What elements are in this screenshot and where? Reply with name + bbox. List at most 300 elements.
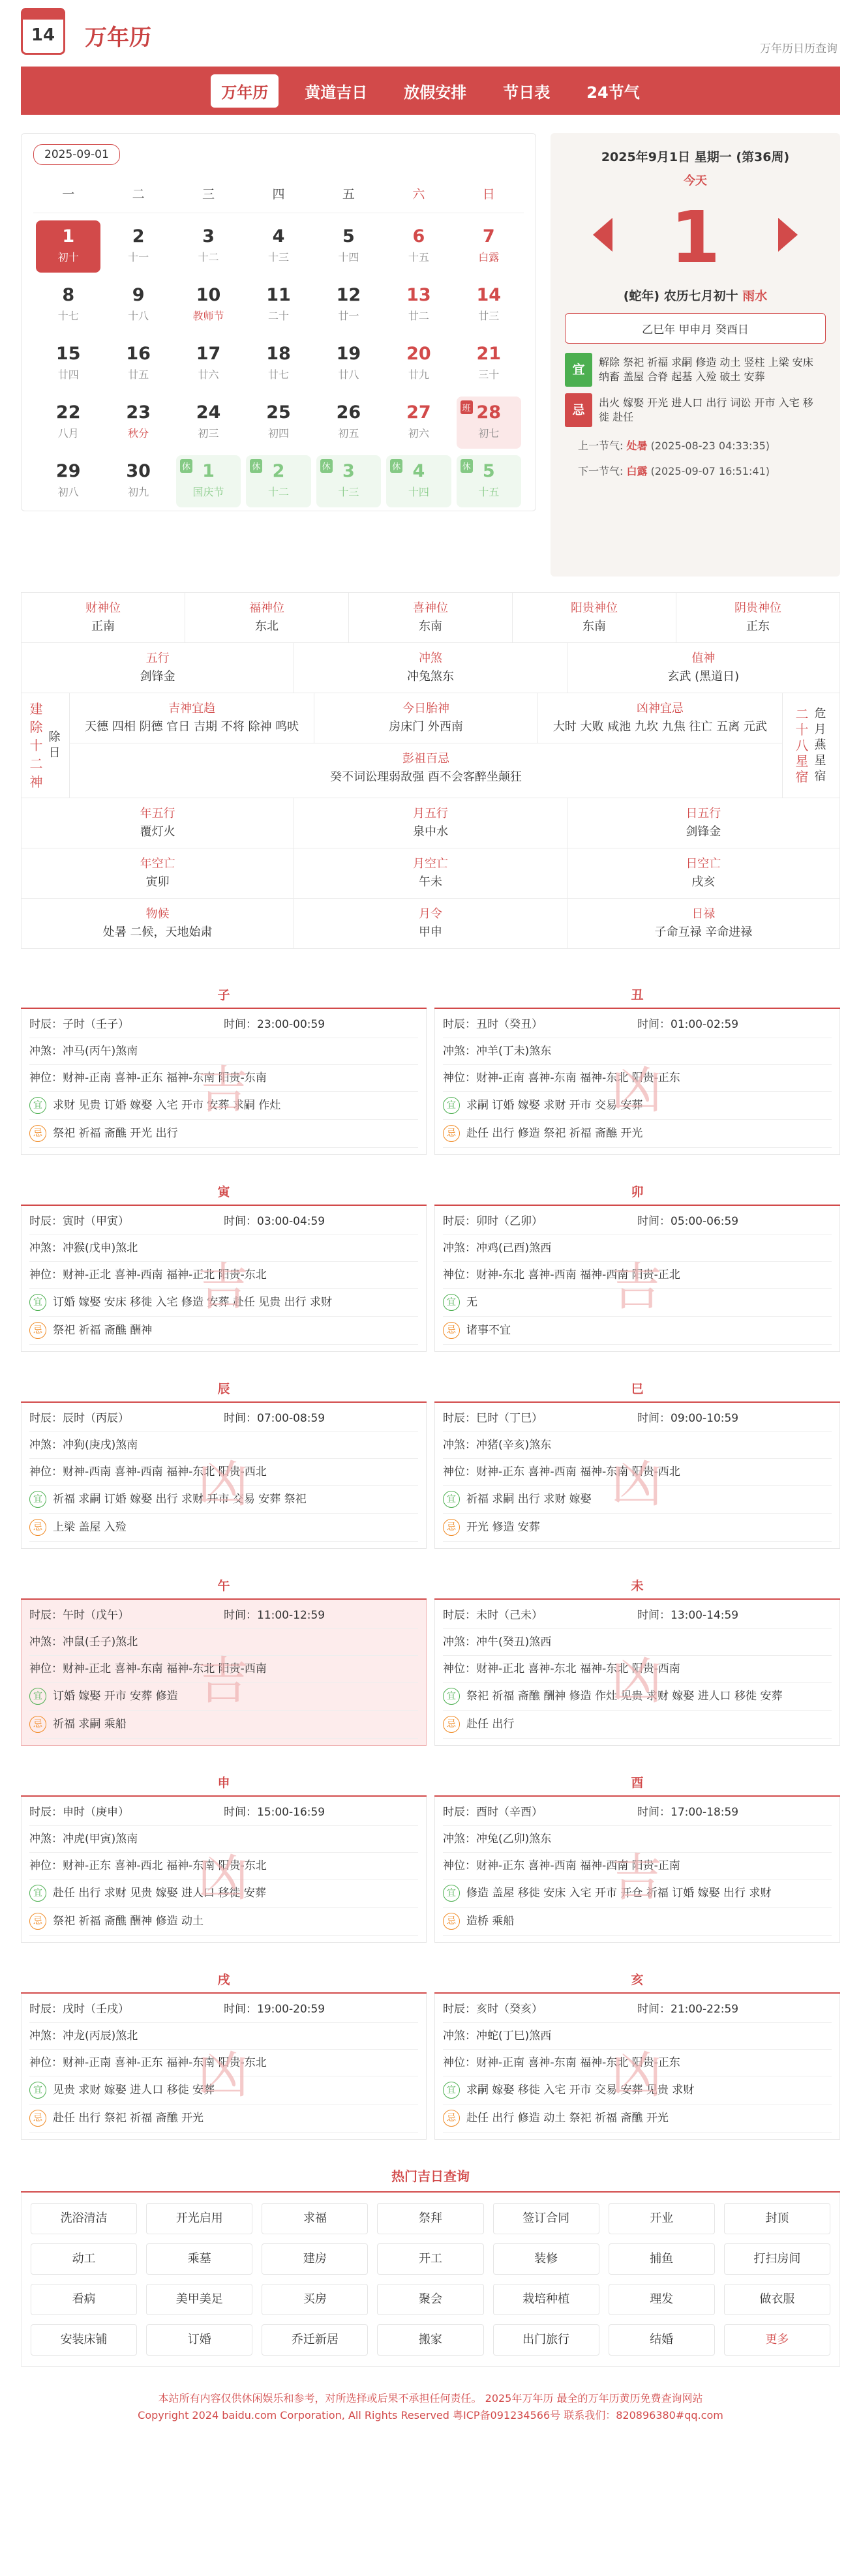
shichen-time: 时间：13:00-14:59 xyxy=(637,1609,739,1622)
day-cell[interactable] xyxy=(457,220,521,273)
footer-disclaimer: 本站所有内容仅供休闲娱乐和参考，对所选择或后果不承担任何责任。 2025年万年历 最全的万年历黄历免费查询网站 xyxy=(158,2392,703,2404)
hot-item[interactable]: 订婚 xyxy=(146,2324,252,2356)
day-lunar: 初九 xyxy=(128,486,149,498)
ji-icon: 忌 xyxy=(443,1322,460,1339)
shichen-time: 时间：17:00-18:59 xyxy=(637,1806,739,1819)
weekday-label: 二 xyxy=(132,187,145,202)
info-value: 东北 xyxy=(255,620,279,633)
more-link[interactable]: 更多 xyxy=(724,2324,830,2356)
shichen-ji: 诸事不宜 xyxy=(466,1324,511,1337)
next-jieqi xyxy=(578,463,813,478)
shichen-yi: 赴任 出行 求财 见贵 嫁娶 进人口 移徙 安葬 xyxy=(53,1887,266,1900)
shichen-card xyxy=(434,1578,840,1746)
wuxing-row xyxy=(22,643,839,693)
day-lunar: 廿五 xyxy=(128,368,149,381)
xiongshen-value: 大时 大败 咸池 九坎 九焦 往亡 五离 元武 xyxy=(552,720,767,734)
shichen-yi-row xyxy=(443,1289,832,1317)
shichen-yi: 求嗣 订婚 嫁娶 求财 开市 交易 安葬 xyxy=(466,1099,643,1112)
hot-item[interactable]: 建房 xyxy=(262,2243,368,2275)
shichen-time: 时间：21:00-22:59 xyxy=(637,2003,739,2016)
shichen-ji-row xyxy=(29,1514,418,1542)
hot-query xyxy=(21,2166,840,2367)
yi-icon: 宜 xyxy=(443,1885,460,1902)
info-label: 值神 xyxy=(691,651,716,665)
day-grid xyxy=(33,217,524,511)
footer-copyright: Copyright 2024 baidu.com Corporation, All Rights Reserved 粤ICP备091234566号 联系我们：820896380#qq.com xyxy=(138,2409,723,2421)
header-tagline: 万年历日历查询 xyxy=(760,42,838,55)
jishen-label: 吉神宜趋 xyxy=(168,702,216,715)
hot-item[interactable]: 理发 xyxy=(609,2284,715,2315)
day-lunar: 国庆节 xyxy=(192,486,224,498)
shichen-time: 时间：09:00-10:59 xyxy=(637,1412,739,1425)
info-value: 剑锋金 xyxy=(140,670,175,683)
hot-item[interactable]: 聚会 xyxy=(377,2284,483,2315)
yi-content: 解除 祭祀 祈福 求嗣 修造 动土 竖柱 上梁 安床 纳畜 盖屋 合脊 起基 入殓 破土 安葬 xyxy=(599,356,813,383)
info-cell xyxy=(676,593,839,642)
shichen-title: 巳 xyxy=(434,1381,840,1403)
day-number: 16 xyxy=(126,344,151,364)
shichen-time: 时间：15:00-16:59 xyxy=(224,1806,325,1819)
day-lunar: 廿七 xyxy=(267,368,289,381)
ganzhi-box: 乙巳年 甲申月 癸酉日 xyxy=(565,313,826,344)
shichen-time-row xyxy=(443,1208,832,1235)
full-date: 2025年9月1日 星期一 (第36周) xyxy=(601,150,790,164)
day-number: 20 xyxy=(406,344,431,364)
day-cell[interactable] xyxy=(36,220,100,273)
shichen-time-row xyxy=(443,1602,832,1629)
day-cell[interactable] xyxy=(106,455,170,507)
shichen-title: 酉 xyxy=(434,1775,840,1797)
shichen-card xyxy=(21,1381,427,1549)
day-number: 13 xyxy=(406,285,431,305)
hot-item[interactable]: 栽培种植 xyxy=(493,2284,599,2315)
shichen-time-row xyxy=(29,1602,418,1629)
shichen-card xyxy=(434,1381,840,1549)
day-number: 14 xyxy=(476,285,502,305)
nav-jieqi[interactable]: 24节气 xyxy=(586,83,640,102)
shichen-title: 子 xyxy=(21,987,427,1009)
day-badge: 休 xyxy=(320,459,333,473)
day-cell[interactable] xyxy=(36,279,100,331)
yi-icon: 宜 xyxy=(29,1294,46,1311)
yi-label: 宜 xyxy=(565,353,592,387)
site-title[interactable]: 万年历 xyxy=(85,25,151,51)
day-cell[interactable] xyxy=(106,397,170,449)
shichen-shenwei: 神位：财神-正东 喜神-西北 福神-东南 阳贵-东北 xyxy=(29,1853,418,1880)
day-cell[interactable] xyxy=(36,455,100,507)
hot-item[interactable]: 打扫房间 xyxy=(724,2243,830,2275)
taishen-cell xyxy=(314,693,537,743)
day-cell[interactable] xyxy=(36,338,100,390)
shichen-yi: 祈福 求嗣 订婚 嫁娶 出行 求财 开市 交易 安葬 祭祀 xyxy=(53,1493,307,1506)
ji-icon: 忌 xyxy=(443,1716,460,1733)
day-lunar: 初七 xyxy=(478,427,500,440)
shichen-card xyxy=(434,1775,840,1943)
shichen-label: 时辰：辰时（丙辰） xyxy=(29,1412,129,1425)
shichen-shenwei: 神位：财神-正南 喜神-正东 福神-东南 阳贵-东南 xyxy=(29,1065,418,1092)
info-label: 年五行 xyxy=(140,807,175,820)
shichen-yi-row xyxy=(443,1683,832,1711)
shichen-body xyxy=(21,1009,427,1155)
day-number: 11 xyxy=(266,285,291,305)
hot-item[interactable]: 捕鱼 xyxy=(609,2243,715,2275)
day-cell[interactable] xyxy=(457,338,521,390)
day-lunar: 初六 xyxy=(408,427,429,440)
shichen-time-row xyxy=(29,1996,418,2023)
logo-number: 14 xyxy=(31,25,55,45)
shichen-title: 卯 xyxy=(434,1184,840,1206)
day-cell[interactable] xyxy=(176,397,241,449)
date-picker[interactable]: 2025-09-01 xyxy=(33,144,120,165)
info-cell xyxy=(22,798,294,848)
day-number: 28 xyxy=(476,402,502,423)
hot-item[interactable]: 动工 xyxy=(31,2243,137,2275)
shichen-card xyxy=(434,1971,840,2140)
info-label: 日空亡 xyxy=(686,857,721,871)
jixiong-mark: 凶 xyxy=(611,1455,663,1514)
shichen-time: 时间：11:00-12:59 xyxy=(224,1609,325,1622)
day-lunar: 十二 xyxy=(267,486,289,498)
day-lunar: 十七 xyxy=(57,310,79,322)
shichen-chong: 冲煞：冲牛(癸丑)煞西 xyxy=(443,1629,832,1656)
day-cell[interactable] xyxy=(316,220,381,273)
shichen-card xyxy=(21,987,427,1155)
day-cell[interactable] xyxy=(246,397,310,449)
day-cell[interactable] xyxy=(246,220,310,273)
shichen-time: 时间：07:00-08:59 xyxy=(224,1412,325,1425)
info-label: 阴贵神位 xyxy=(734,601,781,615)
day-cell[interactable] xyxy=(386,338,451,390)
shichen-yi: 修造 盖屋 移徙 安床 入宅 开市 开仓 祈福 订婚 嫁娶 出行 求财 xyxy=(466,1887,772,1900)
xiu-cell xyxy=(782,693,839,798)
hot-item[interactable]: 开光启用 xyxy=(146,2203,252,2234)
day-cell[interactable] xyxy=(457,279,521,331)
ji-icon: 忌 xyxy=(29,1322,46,1339)
shichen-title: 未 xyxy=(434,1578,840,1600)
yi-icon: 宜 xyxy=(443,1294,460,1311)
day-lunar: 初三 xyxy=(198,427,219,440)
jianchu-value: 除日 xyxy=(48,730,61,760)
hot-grid xyxy=(21,2193,840,2367)
shichen-shenwei: 神位：财神-正东 喜神-西南 福神-西南 阳贵-正南 xyxy=(443,1853,832,1880)
prev-jieqi xyxy=(578,438,813,453)
shichen-yi-row xyxy=(443,1486,832,1514)
hot-item[interactable]: 搬家 xyxy=(377,2324,483,2356)
shichen-time: 时间：03:00-04:59 xyxy=(224,1215,325,1228)
day-number: 29 xyxy=(55,461,81,481)
hot-item[interactable]: 看病 xyxy=(31,2284,137,2315)
info-cell xyxy=(294,848,567,898)
jixiong-mark: 吉 xyxy=(198,1061,249,1120)
ji-icon: 忌 xyxy=(443,1519,460,1536)
day-cell[interactable] xyxy=(386,397,451,449)
info-value: 玄武 (黑道日) xyxy=(667,670,740,683)
day-lunar: 廿六 xyxy=(198,368,219,381)
shichen-ji-row xyxy=(29,1711,418,1739)
jixiong-mark: 吉 xyxy=(198,1652,249,1711)
ji-icon: 忌 xyxy=(29,1716,46,1733)
shichen-time-row xyxy=(443,1996,832,2023)
yi-icon: 宜 xyxy=(29,2082,46,2099)
shichen-yi: 订婚 嫁娶 开市 安葬 修造 xyxy=(53,1690,178,1703)
lunar-date xyxy=(562,286,828,304)
info-value: 寅卯 xyxy=(145,875,170,889)
info-value: 泉中水 xyxy=(412,825,448,839)
shichen-yi-row xyxy=(29,1683,418,1711)
shichen-ji-row xyxy=(443,1317,832,1345)
shichen-time-row xyxy=(29,1011,418,1038)
day-cell[interactable] xyxy=(246,455,310,507)
hot-item[interactable]: 乘墓 xyxy=(146,2243,252,2275)
shichen-card xyxy=(434,1184,840,1352)
info-value: 东南 xyxy=(582,620,606,633)
taishen-label: 今日胎神 xyxy=(402,702,449,715)
shichen-yi: 求嗣 嫁娶 移徙 入宅 开市 交易 安葬 见贵 求财 xyxy=(466,2084,695,2097)
pengzu-value: 癸不词讼理弱敌强 酉不会客醉坐颠狂 xyxy=(330,770,522,784)
day-cell[interactable] xyxy=(176,279,241,331)
day-lunar: 初十 xyxy=(57,251,79,263)
day-number: 2 xyxy=(272,461,285,481)
nav-holiday[interactable]: 放假安排 xyxy=(404,83,467,102)
info-label: 五行 xyxy=(145,651,170,665)
shichen-shenwei: 神位：财神-正南 喜神-东南 福神-东北 阳贵-正东 xyxy=(443,1065,832,1092)
day-badge: 休 xyxy=(461,459,473,473)
hot-item[interactable]: 买房 xyxy=(262,2284,368,2315)
day-badge: 休 xyxy=(180,459,192,473)
footer xyxy=(21,2390,840,2424)
shichen-card xyxy=(21,1578,427,1746)
shichen-time-row xyxy=(443,1405,832,1432)
main-nav xyxy=(21,67,840,115)
shichen-label: 时辰：午时（戊午） xyxy=(29,1609,129,1622)
yi-icon: 宜 xyxy=(29,1885,46,1902)
day-number: 3 xyxy=(202,226,215,247)
lunar-text: (蛇年) 农历七月初十 xyxy=(623,289,738,303)
hot-item[interactable]: 出门旅行 xyxy=(493,2324,599,2356)
day-number: 8 xyxy=(62,285,75,305)
shichen-yi: 无 xyxy=(466,1296,477,1309)
jieqi-text: 雨水 xyxy=(742,289,768,303)
ji-content: 出火 嫁娶 开光 进人口 出行 词讼 开市 入宅 移徙 赴任 xyxy=(599,397,813,423)
shichen-card xyxy=(21,1775,427,1943)
shichen-yi: 祭祀 祈福 斋醮 酬神 修造 作灶 见贵 求财 嫁娶 进人口 移徙 安葬 xyxy=(466,1690,783,1703)
day-lunar: 十三 xyxy=(267,251,289,263)
shichen-ji: 祈福 求嗣 乘船 xyxy=(53,1718,127,1731)
day-cell[interactable] xyxy=(36,397,100,449)
day-number: 24 xyxy=(196,402,221,423)
weekday-label: 三 xyxy=(202,187,215,202)
info-value: 午未 xyxy=(418,875,442,889)
jixiong-mark: 凶 xyxy=(198,1455,249,1514)
hot-item[interactable]: 祭拜 xyxy=(377,2203,483,2234)
shichen-shenwei: 神位：财神-正东 喜神-西南 福神-东南 阳贵-西北 xyxy=(443,1459,832,1486)
shichen-yi-row xyxy=(443,2076,832,2104)
hot-item[interactable]: 求福 xyxy=(262,2203,368,2234)
shichen-ji-row xyxy=(443,1514,832,1542)
day-cell[interactable] xyxy=(246,338,310,390)
shichen-label: 时辰：未时（己未） xyxy=(443,1609,543,1622)
next-day-arrow-icon[interactable] xyxy=(778,218,798,252)
info-cell xyxy=(22,899,294,948)
shichen-yi-row xyxy=(29,1289,418,1317)
hot-item[interactable]: 开工 xyxy=(377,2243,483,2275)
day-lunar: 廿八 xyxy=(338,368,359,381)
info-label: 月空亡 xyxy=(412,857,448,871)
shichen-ji-row xyxy=(443,2104,832,2133)
hot-item[interactable]: 开业 xyxy=(609,2203,715,2234)
shichen-card xyxy=(21,1971,427,2140)
next-jieqi-name[interactable]: 白露 xyxy=(626,465,648,477)
jishen-cell xyxy=(70,693,314,743)
gods-direction-row xyxy=(22,593,839,643)
shichen-chong: 冲煞：冲鼠(壬子)煞北 xyxy=(29,1629,418,1656)
hot-item[interactable]: 洗浴清洁 xyxy=(31,2203,137,2234)
yi-icon: 宜 xyxy=(443,1491,460,1508)
prev-jieqi-name[interactable]: 处暑 xyxy=(626,440,648,452)
hot-item[interactable]: 结婚 xyxy=(609,2324,715,2356)
info-label: 财神位 xyxy=(85,601,121,615)
xiongshen-cell xyxy=(538,693,782,743)
day-lunar: 秋分 xyxy=(128,427,149,440)
day-number: 1 xyxy=(202,461,215,481)
info-label: 月令 xyxy=(418,907,442,921)
day-lunar: 十五 xyxy=(408,251,429,263)
day-lunar: 十三 xyxy=(338,486,359,498)
shichen-chong: 冲煞：冲猪(辛亥)煞东 xyxy=(443,1432,832,1459)
calendar-logo-icon[interactable] xyxy=(21,8,65,55)
shichen-title: 丑 xyxy=(434,987,840,1009)
day-cell[interactable] xyxy=(316,338,381,390)
nav-festivals[interactable]: 节日表 xyxy=(503,83,551,102)
shichen-shenwei: 神位：财神-正南 喜神-东南 福神-东北 阳贵-正东 xyxy=(443,2050,832,2076)
shichen-chong: 冲煞：冲兔(乙卯)煞东 xyxy=(443,1826,832,1853)
shichen-body xyxy=(434,1600,840,1746)
day-cell[interactable] xyxy=(176,220,241,273)
kongwang-row xyxy=(22,848,839,899)
weekday-label: 四 xyxy=(272,187,285,202)
info-value: 戌亥 xyxy=(691,875,716,889)
shichen-label: 时辰：寅时（甲寅） xyxy=(29,1215,129,1228)
day-number: 12 xyxy=(336,285,361,305)
shichen-shenwei: 神位：财神-东北 喜神-西南 福神-西南 阳贵-正北 xyxy=(443,1262,832,1289)
calendar-section xyxy=(21,133,840,577)
day-number: 27 xyxy=(406,402,431,423)
hot-item[interactable]: 乔迁新居 xyxy=(262,2324,368,2356)
jixiong-mark: 吉 xyxy=(611,1849,663,1908)
big-day-number: 1 xyxy=(670,196,721,279)
day-badge: 休 xyxy=(390,459,402,473)
day-cell[interactable] xyxy=(386,279,451,331)
yi-icon: 宜 xyxy=(29,1097,46,1114)
day-number: 2 xyxy=(132,226,145,247)
shichen-body xyxy=(21,1797,427,1943)
info-cell xyxy=(22,593,185,642)
info-label: 喜神位 xyxy=(413,601,448,615)
shichen-ji-row xyxy=(29,1120,418,1148)
shichen-yi: 求财 见贵 订婚 嫁娶 入宅 开市 安葬 求嗣 作灶 xyxy=(53,1099,281,1112)
info-label: 日五行 xyxy=(686,807,721,820)
day-lunar: 十一 xyxy=(128,251,149,263)
nav-huangdao[interactable]: 黄道吉日 xyxy=(305,83,368,102)
day-number: 21 xyxy=(476,344,502,364)
info-cell xyxy=(567,643,839,693)
year-wuxing-row xyxy=(22,798,839,848)
shichen-label: 时辰：酉时（辛酉） xyxy=(443,1806,543,1819)
prev-jieqi-time: (2025-08-23 04:33:35) xyxy=(650,440,770,452)
day-cell[interactable] xyxy=(106,220,170,273)
jixiong-mark: 吉 xyxy=(198,1258,249,1317)
day-cell[interactable] xyxy=(386,455,451,507)
hot-item[interactable]: 安装床铺 xyxy=(31,2324,137,2356)
day-badge: 班 xyxy=(461,400,473,414)
shichen-chong: 冲煞：冲龙(丙辰)煞北 xyxy=(29,2023,418,2050)
hot-item[interactable]: 美甲美足 xyxy=(146,2284,252,2315)
shichen-label: 时辰：子时（壬子） xyxy=(29,1018,129,1031)
day-cell[interactable] xyxy=(176,455,241,507)
shichen-chong: 冲煞：冲马(丙午)煞南 xyxy=(29,1038,418,1065)
shichen-body xyxy=(434,1009,840,1155)
shichen-label: 时辰：丑时（癸丑） xyxy=(443,1018,543,1031)
day-number: 5 xyxy=(482,461,495,481)
shichen-ji-row xyxy=(29,2104,418,2133)
day-detail-panel xyxy=(551,133,840,577)
prev-day-arrow-icon[interactable] xyxy=(593,218,612,252)
jixiong-mark: 凶 xyxy=(198,1849,249,1908)
hot-title: 热门吉日查询 xyxy=(21,2166,840,2193)
hot-item[interactable]: 签订合同 xyxy=(493,2203,599,2234)
day-cell[interactable] xyxy=(386,220,451,273)
info-cell xyxy=(22,848,294,898)
nav-wannianli[interactable]: 万年历 xyxy=(211,74,279,108)
info-label: 福神位 xyxy=(249,601,284,615)
day-cell[interactable] xyxy=(106,279,170,331)
day-cell[interactable] xyxy=(176,338,241,390)
shichen-ji: 祭祀 祈福 斋醮 酬神 修造 动土 xyxy=(53,1915,204,1928)
shichen-ji: 赴任 出行 修造 动土 祭祀 祈福 斋醮 开光 xyxy=(466,2112,669,2125)
yi-icon: 宜 xyxy=(29,1688,46,1705)
day-cell[interactable] xyxy=(316,279,381,331)
jianchu-label: 建除十二神 xyxy=(29,701,43,790)
day-cell[interactable] xyxy=(316,455,381,507)
month-calendar xyxy=(21,133,536,511)
content xyxy=(21,0,840,2424)
hot-item[interactable]: 装修 xyxy=(493,2243,599,2275)
day-cell[interactable] xyxy=(316,397,381,449)
day-number: 9 xyxy=(132,285,145,305)
day-cell[interactable] xyxy=(457,397,521,449)
info-label: 冲煞 xyxy=(418,651,442,665)
weekday-header xyxy=(33,185,524,213)
hot-item[interactable]: 做衣服 xyxy=(724,2284,830,2315)
day-number: 18 xyxy=(266,344,291,364)
jixiong-mark: 凶 xyxy=(611,1061,663,1120)
info-value: 冲兔煞东 xyxy=(406,670,454,683)
weekday-label: 日 xyxy=(482,187,495,202)
weekday-label: 一 xyxy=(62,187,75,202)
day-cell[interactable] xyxy=(246,279,310,331)
xiu-value: 危月燕星宿 xyxy=(814,707,826,783)
weekday-label: 六 xyxy=(412,187,425,202)
day-lunar: 八月 xyxy=(57,427,79,440)
day-lunar: 十五 xyxy=(478,486,500,498)
day-lunar: 十四 xyxy=(338,251,359,263)
wuhou-row xyxy=(22,899,839,948)
shichen-ji: 祭祀 祈福 斋醮 酬神 xyxy=(53,1324,153,1337)
day-cell[interactable] xyxy=(106,338,170,390)
day-cell[interactable] xyxy=(457,455,521,507)
hot-item[interactable]: 封顶 xyxy=(724,2203,830,2234)
shichen-body xyxy=(434,1403,840,1549)
